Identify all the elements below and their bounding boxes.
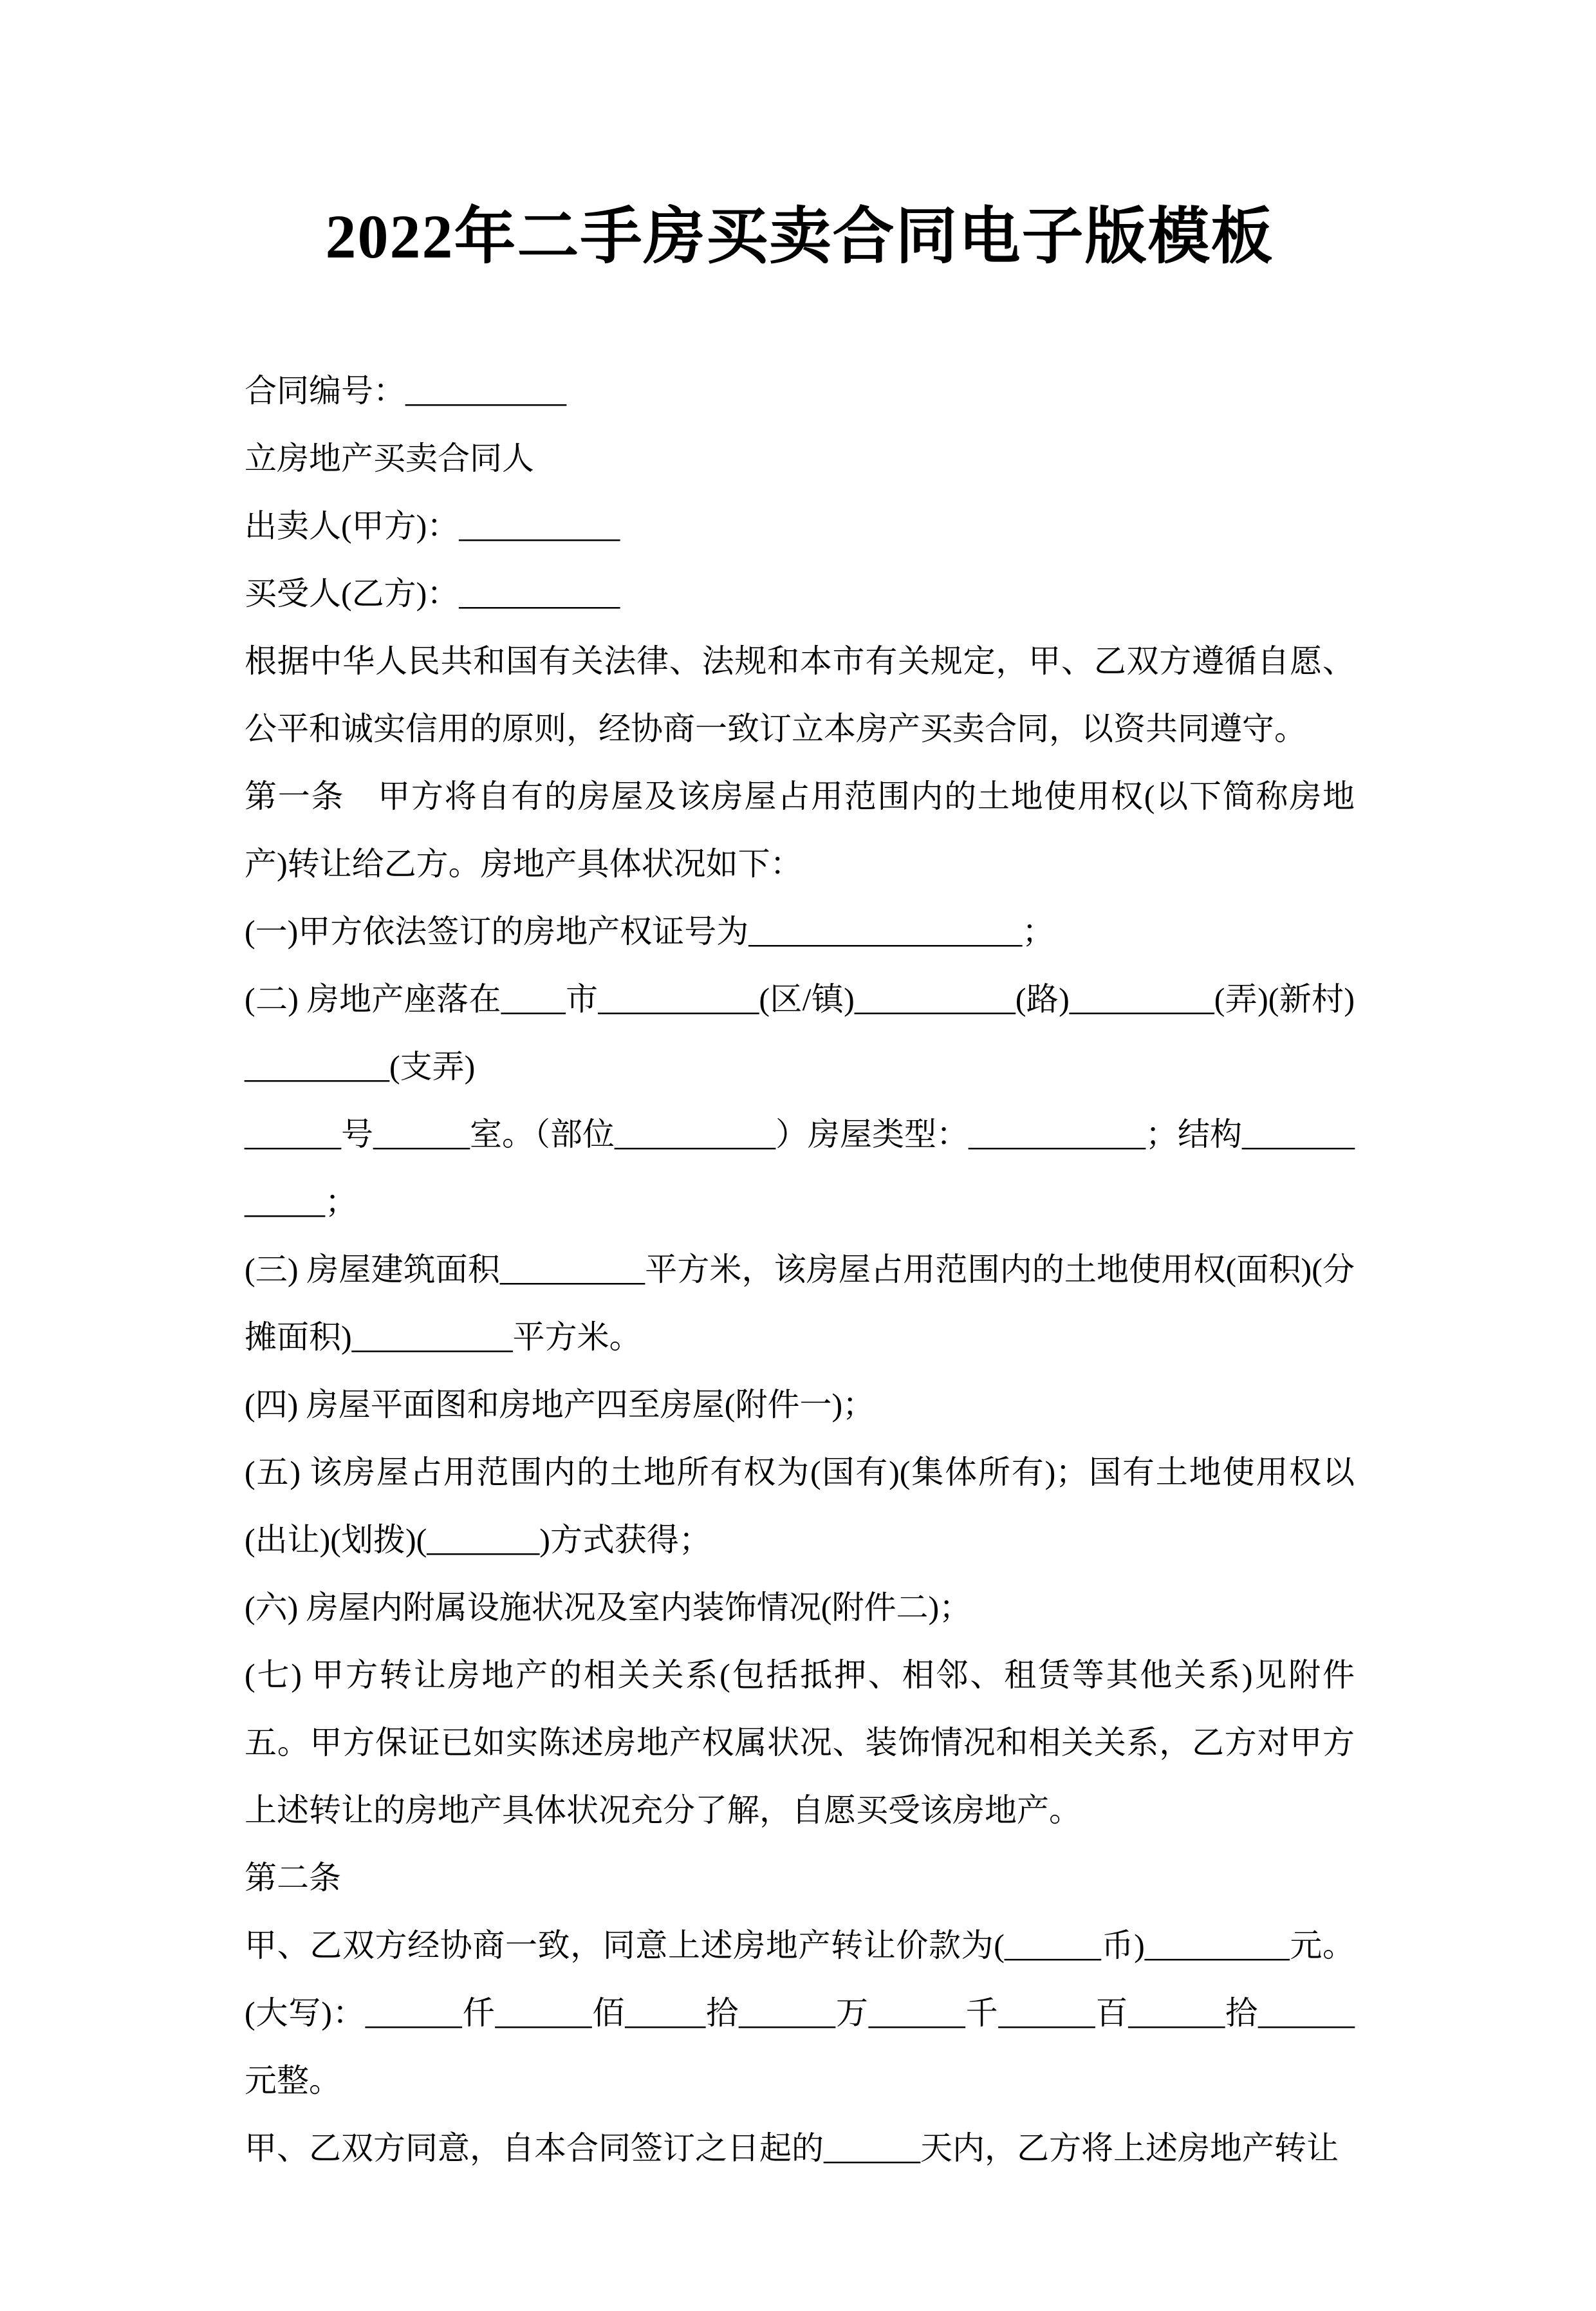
paragraph: (四) 房屋平面图和房地产四至房屋(附件一)； [245, 1387, 875, 1423]
paragraph: (一)甲方依法签订的房地产权证号为_________________； [245, 913, 1055, 950]
paragraph: 买受人(乙方)：__________ [245, 575, 620, 612]
paragraph: 第二条 [245, 1860, 341, 1896]
paragraph: 出卖人(甲方)：__________ [245, 508, 620, 545]
paragraph: (五) 该房屋占用范围内的土地所有权为(国有)(集体所有)；国有土地使用权以(出让)(划拨)(_______)方式获得； [245, 1454, 1355, 1558]
paragraph: (二) 房地产座落在____市__________(区/镇)__________(路)_________(弄)(新村)_________(支弄) [245, 981, 1355, 1085]
paragraph: 甲、乙双方经协商一致，同意上述房地产转让价款为(______币)_________元。(大写)：______仟______佰_____拾______万______千______百______拾______元整。 [245, 1927, 1355, 2099]
paragraph: (六) 房屋内附属设施状况及室内装饰情况(附件二)； [245, 1589, 972, 1626]
paragraph: (三) 房屋建筑面积_________平方米，该房屋占用范围内的土地使用权(面积)(分摊面积)__________平方米。 [245, 1251, 1355, 1356]
paragraph: 立房地产买卖合同人 [245, 440, 534, 477]
paragraph: 根据中华人民共和国有关法律、法规和本市有关规定，甲、乙双方遵循自愿、公平和诚实信用的原则，经协商一致订立本房产买卖合同，以资共同遵守。 [245, 643, 1355, 747]
paragraph: ______号______室。（部位__________）房屋类型：___________；结构____________； [245, 1116, 1355, 1221]
paragraph-list [245, 357, 1355, 2182]
paragraph: 合同编号：__________ [245, 373, 566, 409]
paragraph: (七) 甲方转让房地产的相关关系(包括抵押、相邻、租赁等其他关系)见附件五。甲方保证已如实陈述房地产权属状况、装饰情况和相关关系，乙方对甲方上述转让的房地产具体状况充分了解，自愿买受该房地产。 [245, 1657, 1355, 1829]
document-title: 2022年二手房买卖合同电子版模板 [325, 202, 1274, 271]
paragraph: 甲、乙双方同意，自本合同签订之日起的______天内，乙方将上述房地产转让 [245, 2130, 1339, 2167]
paragraph: 第一条 甲方将自有的房屋及该房屋占用范围内的土地使用权(以下简称房地产)转让给乙方。房地产具体状况如下： [245, 778, 1355, 883]
